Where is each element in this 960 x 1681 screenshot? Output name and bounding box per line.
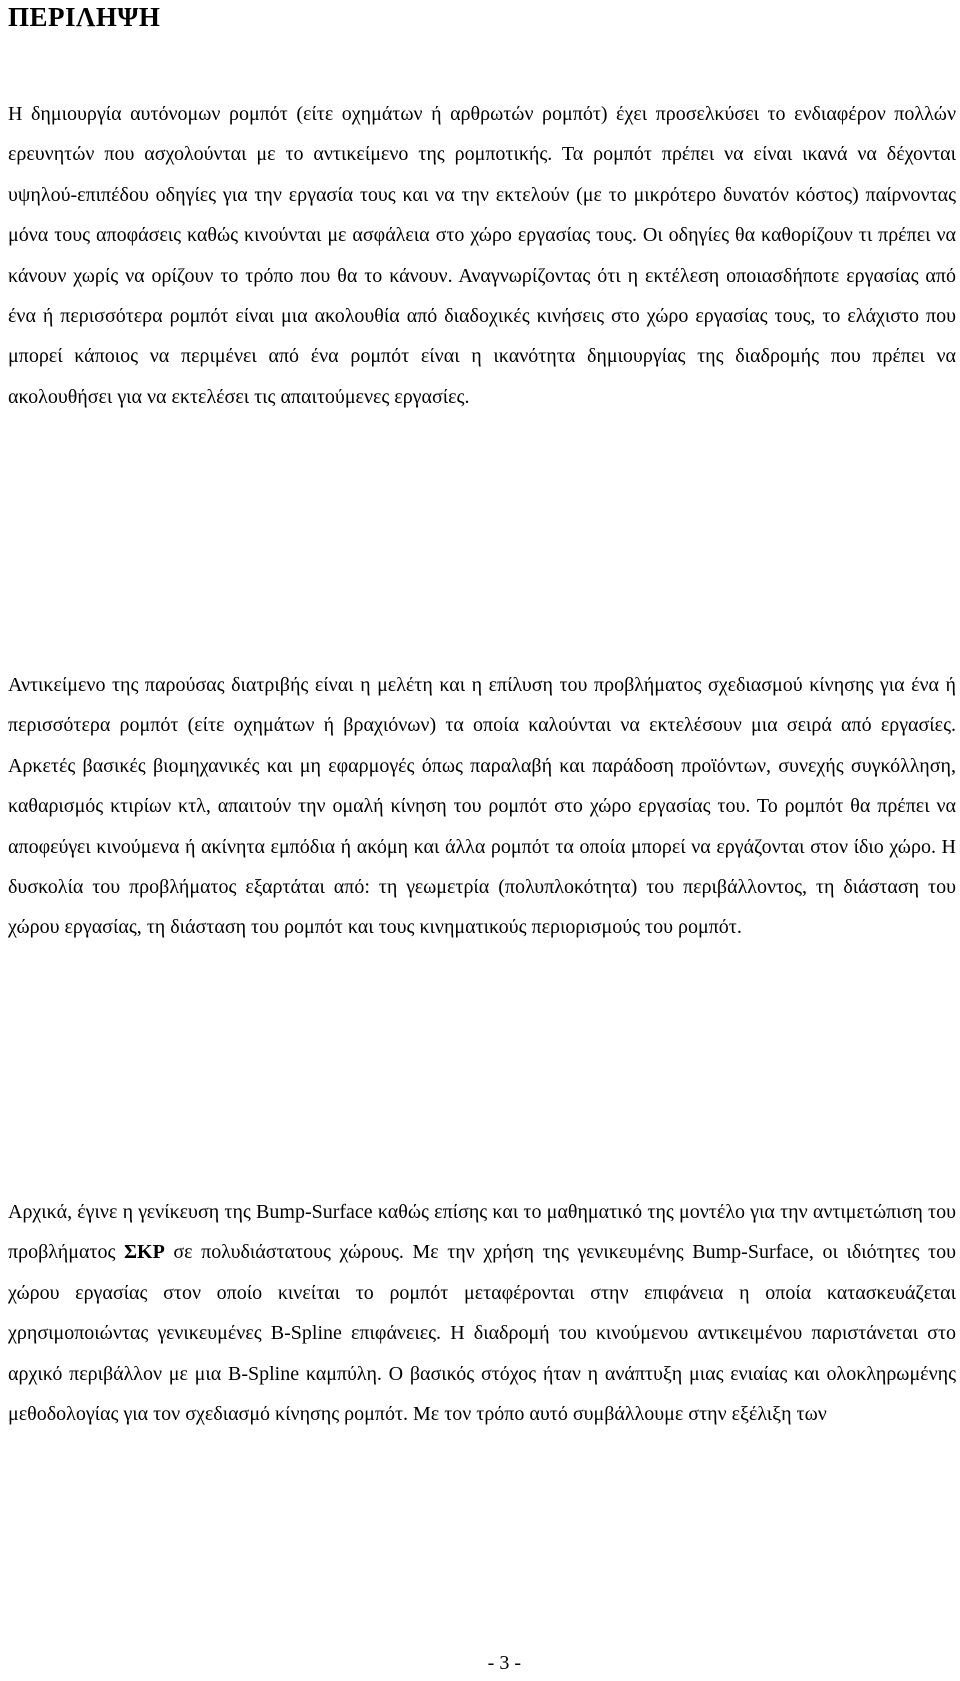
page-number-text: - 3 -: [487, 1652, 521, 1674]
paragraph-approach-text-end: σε πολυδιάστατους χώρους. Με την χρήση της γενικευμένης Bump-Surface, οι ιδιότητες του χώρου εργασίας στον οποίο κινείται το ρομπότ μεταφέρονται στην επιφάνεια η οποία κατασκευάζεται χρησιμοποιώντας γενικευμένες B-Spline επιφάνειες. Η διαδρομή του κινούμενου αντικειμένου παριστάνεται στο αρχικό περιβάλλον με μια B-Spline καμπύλη. Ο βασικός στόχος ήταν η ανάπτυξη μιας ενιαίας και ολοκληρωμένης μεθοδολογίας για τον σχεδιασμό κίνησης ρομπότ. Με τον τρόπο αυτό συμβάλλουμε στην εξέλιξη των: [8, 1241, 956, 1426]
page-title: ΠΕΡΙΛΗΨΗ: [8, 2, 161, 32]
paragraph-objective: Αντικείμενο της παρούσας διατριβής είναι η μελέτη και η επίλυση του προβλήματος σχεδιασμού κίνησης για ένα ή περισσότερα ρομπότ (είτε οχημάτων ή βραχιόνων) τα οποία καλούνται να εκτελέσουν μια σειρά από εργασίες. Αρκετές βασικές βιομηχανικές και μη εφαρμογές όπως παραλαβή και παράδοση προϊόντων, συνεχής συγκόλληση, καθαρισμός κτιρίων κτλ, απαιτούν την ομαλή κίνηση του ρομπότ στο χώρο εργασίας του. Το ρομπότ θα πρέπει να αποφεύγει κινούμενα ή ακίνητα εμπόδια ή ακόμη και άλλα ρομπότ τα οποία μπορεί να εργάζονται στον ίδιο χώρο. Η δυσκολία του προβλήματος εξαρτάται από: τη γεωμετρία (πολυπλοκότητα) του περιβάλλοντος, τη διάσταση του χώρου εργασίας, τη διάσταση του ρομπότ και τους κινηματικούς περιορισμούς του ρομπότ.: [8, 674, 956, 939]
acronym-skr: ΣΚΡ: [123, 1241, 165, 1264]
paragraph-intro: Η δημιουργία αυτόνομων ρομπότ (είτε οχημάτων ή αρθρωτών ρομπότ) έχει προσελκύσει το ενδιαφέρον πολλών ερευνητών που ασχολούνται με το αντικείμενο της ρομποτικής. Τα ρομπότ πρέπει να είναι ικανά να δέχονται υψηλού-επιπέδου οδηγίες για την εργασία τους και να την εκτελούν (με το μικρότερο δυνατόν κόστος) παίρνοντας μόνα τους αποφάσεις καθώς κινούνται με ασφάλεια στο χώρο εργασίας τους. Οι οδηγίες θα καθορίζουν τι πρέπει να κάνουν χωρίς να ορίζουν το τρόπο που θα το κάνουν. Αναγνωρίζοντας ότι η εκτέλεση οποιασδήποτε εργασίας από ένα ή περισσότερα ρομπότ είναι μια ακολουθία από διαδοχικές κινήσεις στο χώρο εργασίας τους, το ελάχιστο που μπορεί κάποιος να περιμένει από ένα ρομπότ είναι η ικανότητα δημιουργίας της διαδρομής που πρέπει να ακολουθήσει για να εκτελέσει τις απαιτούμενες εργασίες.: [8, 103, 956, 408]
paragraph-approach-text-start: Αρχικά, έγινε η γενίκευση της Bump-Surface καθώς επίσης και το μαθηματικό της μοντέλο για την αντιμετώπιση του προβλήματος: [8, 1201, 956, 1264]
paragraph-approach: [8, 1192, 956, 1434]
page-number: [8, 1651, 956, 1675]
document-page: [8, 0, 956, 1674]
